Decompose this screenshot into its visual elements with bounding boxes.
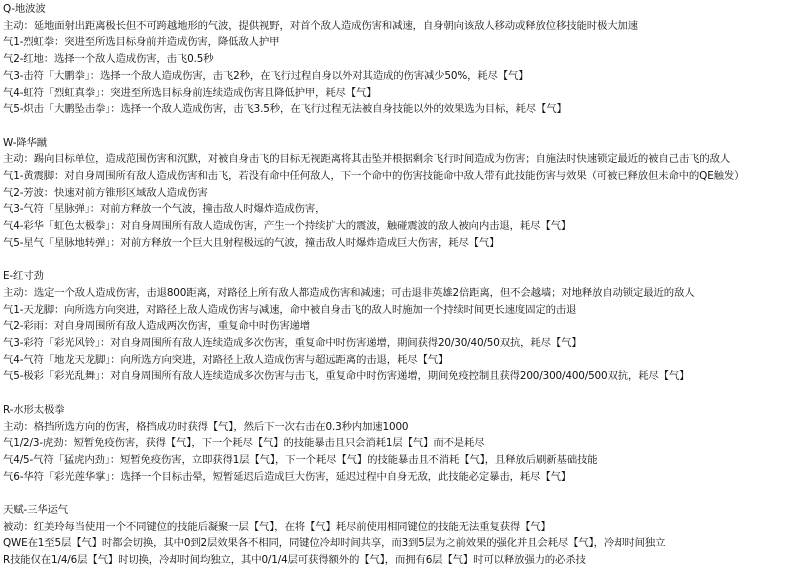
- text-line: 气3-彩符「彩光风铃」：对自身周围所有敌人连续造成多次伤害，重复命中时伤害递增，期间获得20/30/40/50双抗，耗尽【气】: [3, 337, 582, 349]
- text-line: 被动：红美玲每当使用一个不同键位的技能后凝聚一层【气】，在将【气】耗尽前使用相同键位的技能无法重复获得【气】: [3, 520, 551, 533]
- text-line: 气5-极彩「彩光乱舞」：对自身周围所有敌人连续造成多次伤害与击飞，重复命中时伤害递增，期间免疫控制且获得200/300/400/500双抗，耗尽【气】: [3, 370, 690, 383]
- blank-line: [3, 251, 797, 269]
- text-line: 气6-华符「彩光莲华掌」：选择一个目标击晕，短暂延迟后造成巨大伤害，延迟过程中自身无敌，此技能必定暴击，耗尽【气】: [3, 470, 572, 483]
- blank-line: [3, 384, 797, 402]
- text-line: 气3-气符「星脉弹」：对前方释放一个气波，撞击敌人时爆炸造成伤害，: [3, 203, 326, 216]
- text-line: 主动：踢向目标单位，造成范围伤害和沉默，对被自身击飞的目标无视距离将其击坠并根据剩余飞行时间造成为伤害；自施法时快速锁定最近的被自己击飞的敌人: [3, 153, 731, 166]
- text-line: 主动：选定一个敌人造成伤害，击退800距离，对路径上所有敌人都造成伤害和减速；可击退非英雄2倍距离，但不会越墙；对地释放自动锁定最近的敌人: [3, 286, 695, 299]
- text-line: W-降华蹴: [3, 136, 48, 149]
- text-line: 天赋-三华运气: [3, 504, 69, 516]
- text-line: 气5-星气「星脉地转弹」：对前方释放一个巨大且射程极远的气波，撞击敌人时爆炸造成巨大伤害，耗尽【气】: [3, 236, 500, 249]
- text-line: 气3-击符「大鹏拳」：选择一个敌人造成伤害，击飞2秒，在飞行过程自身以外对其造成的伤害减少50%，耗尽【气】: [3, 69, 529, 82]
- text-line: 主动：延地面射出距离极长但不可跨越地形的气波，提供视野，对首个敌人造成伤害和减速，自身朝向该敌人移动或释放位移技能时极大加速: [3, 19, 638, 32]
- text-line: R-水形太极拳: [3, 403, 65, 416]
- text-line: 气4-虹符「烈虹真拳」：突进至所选目标身前连续造成伤害且降低护甲，耗尽【气】: [3, 86, 377, 99]
- text-line: 气2-彩雨：对自身周围所有敌人造成两次伤害，重复命中时伤害递增: [3, 320, 311, 333]
- blank-line: [3, 117, 797, 135]
- text-line: QWE在1至5层【气】时都会切换，其中0到2层效果各不相同，同键位冷却时间共享，而3到5层为之前效果的强化并且会耗尽【气】，冷却时间独立: [3, 537, 666, 550]
- text-line: 气2-芳波：快速对前方锥形区域敌人造成伤害: [3, 186, 208, 199]
- text-line: R技能仅在1/4/6层【气】时切换，冷却时间均独立，其中0/1/4层可获得额外的【气】，而拥有6层【气】时可以释放强力的必杀技: [3, 554, 586, 567]
- text-line: Q-地波波: [3, 3, 46, 15]
- text-line: 气2-红地：选择一个敌人造成伤害，击飞0.5秒: [3, 53, 214, 66]
- text-line: 气1-黄震脚：对自身周围所有敌人造成伤害和击飞，若没有命中任何敌人，下一个命中的伤害技能命中敌人带有此技能伤害与效果（可被已释放但未命中的QE触发）: [3, 170, 745, 182]
- text-line: 气4/5-气符「猛虎内劲」：短暂免疫伤害，立即获得1层【气】，下一个耗尽【气】的技能暴击且不消耗【气】，且释放后刷新基础技能: [3, 453, 598, 466]
- text-line: 主动：格挡所选方向的伤害，格挡成功时获得【气】，然后下一次右击在0.3秒内加速1000: [3, 420, 409, 433]
- text-line: 气1/2/3-虎劲：短暂免疫伤害，获得【气】，下一个耗尽【气】的技能暴击且只会消耗1层【气】而不是耗尽: [3, 437, 485, 450]
- blank-line: [3, 484, 797, 502]
- text-line: 气4-彩华「虹色太极拳」：对自身周围所有敌人造成伤害，产生一个持续扩大的震波，触碰震波的敌人被向内击退，耗尽【气】: [3, 220, 572, 233]
- text-line: 气4-气符「地龙天龙脚」：向所选方向突进，对路径上敌人造成伤害与超远距离的击退，耗尽【气】: [3, 353, 449, 366]
- text-line: 气1-烈虹拳：突进至所选目标身前并造成伤害，降低敌人护甲: [3, 36, 280, 49]
- text-line: E-红寸劲: [3, 270, 44, 283]
- text-line: 气1-天龙脚：向所选方向突进，对路径上敌人造成伤害与减速，命中被自身击飞的敌人时施加一个持续时间更长速度固定的击退: [3, 303, 577, 316]
- text-line: 气5-炽击「大鹏坠击拳」：选择一个敌人造成伤害，击飞3.5秒，在飞行过程无法被自身技能以外的效果选为目标，耗尽【气】: [3, 103, 567, 116]
